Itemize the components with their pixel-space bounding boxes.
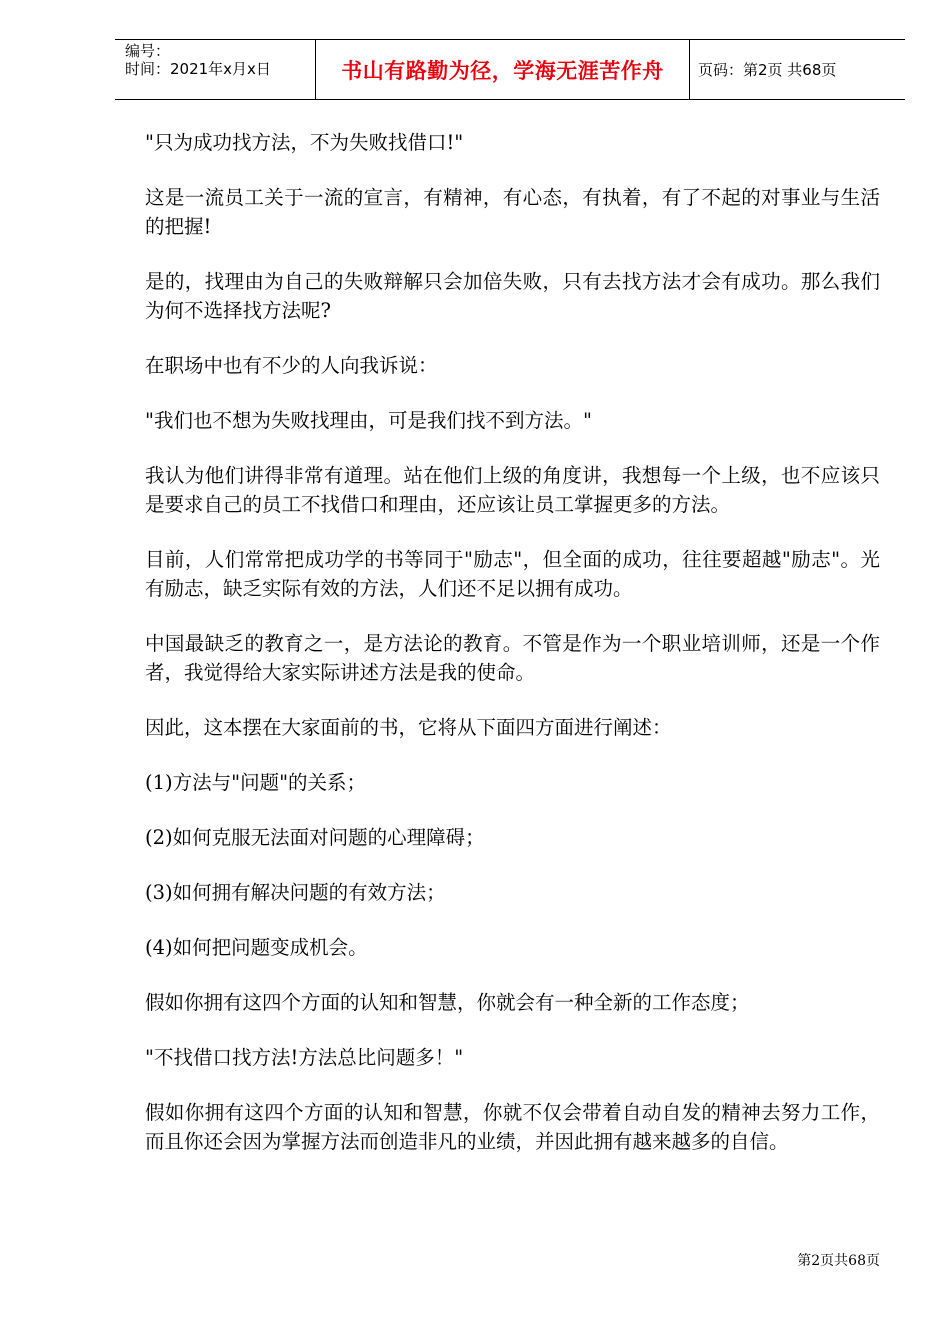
list-item: (1)方法与"问题"的关系； [145,771,367,794]
header-number-label: 编号： [125,42,171,60]
paragraph: "我们也不想为失败找理由，可是我们找不到方法。" [145,409,592,432]
header-motto: 书山有路勤为径，学海无涯苦作舟 [316,40,690,99]
paragraph: 中国最缺乏的教育之一，是方法论的教育。不管是作为一个职业培训师，还是一个作者，我觉得给大家实际讲述方法是我的使命。 [145,632,880,684]
paragraph: 假如你拥有这四个方面的认知和智慧，你就会有一种全新的工作态度； [145,991,750,1014]
paragraph: "只为成功找方法，不为失败找借口!" [145,131,464,154]
document-body [145,128,880,1182]
paragraph: 因此，这本摆在大家面前的书，它将从下面四方面进行阐述： [145,716,672,739]
page-footer: 第2页共68页 [797,1253,880,1269]
paragraph: 这是一流员工关于一流的宣言，有精神，有心态，有执着，有了不起的对事业与生活的把握! [145,186,880,238]
paragraph: 是的，找理由为自己的失败辩解只会加倍失败，只有去找方法才会有成功。那么我们为何不选择找方法呢? [145,270,880,322]
paragraph: "不找借口找方法!方法总比问题多！" [145,1046,464,1069]
list-item: (2)如何克服无法面对问题的心理障碍； [145,826,485,849]
header-page-label: 页码：第2页 共68页 [698,61,837,79]
page-header [115,39,905,100]
header-meta-cell [115,40,316,99]
header-time-label: 时间：2021年x月x日 [125,60,271,78]
paragraph: 我认为他们讲得非常有道理。站在他们上级的角度讲，我想每一个上级，也不应该只是要求自己的员工不找借口和理由，还应该让员工掌握更多的方法。 [145,464,880,516]
paragraph: 在职场中也有不少的人向我诉说： [145,354,438,377]
list-item: (4)如何把问题变成机会。 [145,936,368,959]
paragraph: 目前，人们常常把成功学的书等同于"励志"，但全面的成功，往往要超越"励志"。光有励志，缺乏实际有效的方法，人们还不足以拥有成功。 [145,548,880,600]
list-item: (3)如何拥有解决问题的有效方法； [145,881,446,904]
paragraph: 假如你拥有这四个方面的认知和智慧，你就不仅会带着自动自发的精神去努力工作，而且你还会因为掌握方法而创造非凡的业绩，并因此拥有越来越多的自信。 [145,1101,880,1153]
